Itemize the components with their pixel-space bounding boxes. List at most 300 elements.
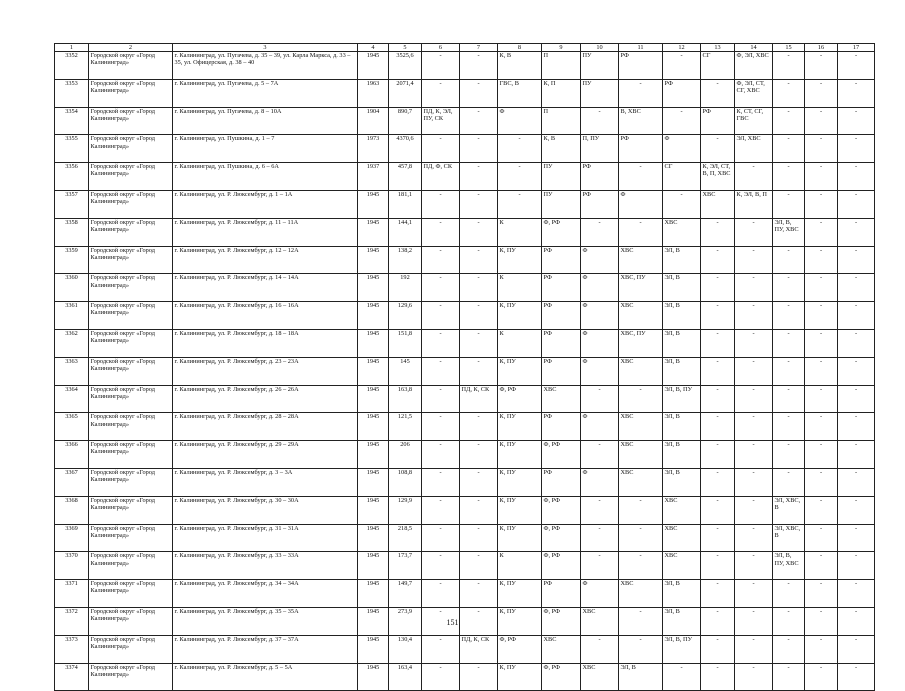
col-9-cell: РФ [542,357,581,385]
address-cell: г. Калининград, ул. Р. Люксембург, д. 18 – 18А [173,329,358,357]
table-row [55,135,875,163]
col-14-cell: - [735,218,773,246]
col-13-cell: - [701,135,735,163]
address-cell: г. Калининград, ул. Р. Люксембург, д. 30 – 30А [173,496,358,524]
col-13-cell: РФ [701,107,735,135]
row-number-cell: 3372 [55,607,89,635]
municipality-cell: Городской округ «Город Калининград» [89,190,173,218]
year-cell: 1945 [358,413,389,441]
col-8-cell: К, В [498,52,542,80]
col-6-cell: - [422,552,460,580]
municipality-cell: Городской округ «Город Калининград» [89,218,173,246]
col-9-cell: РФ [542,580,581,608]
col-13-cell: - [701,302,735,330]
col-11-cell: - [619,607,663,635]
col-7-cell: - [460,274,498,302]
col-6-cell: - [422,218,460,246]
col-11-cell: РФ [619,52,663,80]
col-11-cell: ХВС [619,468,663,496]
col-7-cell: - [460,107,498,135]
col-14-cell: - [735,274,773,302]
col-12-cell: ЭЛ, В, ПУ [663,385,701,413]
header-cell: 4 [358,44,389,52]
table-row [55,274,875,302]
year-cell: 1945 [358,580,389,608]
col-8-cell: К [498,218,542,246]
table-row [55,413,875,441]
col-10-cell: ХВС [581,607,619,635]
area-cell: 2071,4 [389,79,422,107]
municipality-cell: Городской округ «Город Калининград» [89,246,173,274]
data-table [54,43,875,691]
col-17-cell: - [838,663,875,691]
row-number-cell: 3355 [55,135,89,163]
area-cell: 149,7 [389,580,422,608]
col-10-cell: Ф [581,357,619,385]
year-cell: 1945 [358,329,389,357]
year-cell: 1904 [358,107,389,135]
col-8-cell: К, ПУ [498,468,542,496]
year-cell: 1945 [358,190,389,218]
col-15-cell: - [773,413,805,441]
year-cell: 1945 [358,524,389,552]
address-cell: г. Калининград, ул. Р. Люксембург, д. 37 – 37А [173,635,358,663]
col-15-cell: - [773,79,805,107]
col-11-cell: В, ХВС [619,107,663,135]
col-15-cell: - [773,163,805,191]
col-10-cell: - [581,385,619,413]
col-8-cell: К, ПУ [498,496,542,524]
col-6-cell: - [422,468,460,496]
col-17-cell: - [838,385,875,413]
col-14-cell: - [735,302,773,330]
col-17-cell: - [838,79,875,107]
area-cell: 130,4 [389,635,422,663]
col-12-cell: ЭЛ, В, ПУ [663,635,701,663]
address-cell: г. Калининград, ул. Р. Люксембург, д. 16 – 16А [173,302,358,330]
table-row [55,524,875,552]
col-9-cell: П [542,52,581,80]
col-11-cell: ХВС [619,441,663,469]
header-cell: 13 [701,44,735,52]
col-13-cell: - [701,413,735,441]
address-cell: г. Калининград, ул. Пушкина, д. 1 – 7 [173,135,358,163]
municipality-cell: Городской округ «Город Калининград» [89,607,173,635]
year-cell: 1945 [358,385,389,413]
col-17-cell: - [838,468,875,496]
col-10-cell: - [581,635,619,663]
col-12-cell: ЭЛ, В [663,607,701,635]
col-10-cell: - [581,441,619,469]
year-cell: 1945 [358,441,389,469]
col-16-cell: - [805,580,838,608]
address-cell: г. Калининград, ул. Р. Люксембург, д. 12 – 12А [173,246,358,274]
col-6-cell: - [422,302,460,330]
year-cell: 1945 [358,663,389,691]
col-9-cell: Ф, РФ [542,607,581,635]
col-17-cell: - [838,552,875,580]
row-number-cell: 3357 [55,190,89,218]
col-12-cell: ЭЛ, В [663,441,701,469]
col-13-cell: - [701,580,735,608]
area-cell: 173,7 [389,552,422,580]
col-15-cell: - [773,274,805,302]
municipality-cell: Городской округ «Город Калининград» [89,107,173,135]
year-cell: 1945 [358,302,389,330]
col-8-cell: К, ПУ [498,441,542,469]
col-6-cell: - [422,607,460,635]
col-10-cell: Ф [581,329,619,357]
col-17-cell: - [838,357,875,385]
year-cell: 1945 [358,635,389,663]
col-16-cell: - [805,218,838,246]
col-10-cell: Ф [581,274,619,302]
col-12-cell: ЭЛ, В [663,302,701,330]
col-12-cell: - [663,52,701,80]
col-9-cell: К, В [542,135,581,163]
municipality-cell: Городской округ «Город Калининград» [89,357,173,385]
table-row [55,635,875,663]
col-14-cell: - [735,246,773,274]
table-row [55,246,875,274]
header-cell: 5 [389,44,422,52]
col-17-cell: - [838,302,875,330]
col-15-cell: - [773,468,805,496]
col-17-cell: - [838,580,875,608]
municipality-cell: Городской округ «Город Калининград» [89,468,173,496]
row-number-cell: 3362 [55,329,89,357]
address-cell: г. Калининград, ул. Р. Люксембург, д. 23 – 23А [173,357,358,385]
col-10-cell: ХВС [581,663,619,691]
col-14-cell: Ф, ЭЛ, ХВС [735,52,773,80]
col-12-cell: - [663,190,701,218]
col-8-cell: К [498,552,542,580]
col-14-cell: - [735,329,773,357]
col-17-cell: - [838,163,875,191]
header-cell: 14 [735,44,773,52]
header-cell: 3 [173,44,358,52]
col-6-cell: - [422,52,460,80]
col-10-cell: Ф [581,246,619,274]
col-6-cell: - [422,246,460,274]
col-13-cell: - [701,79,735,107]
col-15-cell: - [773,190,805,218]
row-number-cell: 3365 [55,413,89,441]
table-row [55,441,875,469]
area-cell: 4370,6 [389,135,422,163]
col-13-cell: - [701,441,735,469]
col-16-cell: - [805,468,838,496]
col-6-cell: - [422,135,460,163]
col-13-cell: - [701,607,735,635]
col-13-cell: - [701,663,735,691]
header-cell: 12 [663,44,701,52]
col-11-cell: - [619,552,663,580]
col-6-cell: ПД, К, ЭЛ, ПУ, СК [422,107,460,135]
col-10-cell: ПУ [581,79,619,107]
col-6-cell: - [422,635,460,663]
col-8-cell: - [498,135,542,163]
col-10-cell: Ф [581,580,619,608]
address-cell: г. Калининград, ул. Пугачева, д. 5 – 7А [173,79,358,107]
col-11-cell: ХВС [619,357,663,385]
col-9-cell: РФ [542,329,581,357]
col-11-cell: - [619,496,663,524]
area-cell: 129,9 [389,496,422,524]
col-14-cell: - [735,663,773,691]
year-cell: 1945 [358,52,389,80]
col-17-cell: - [838,274,875,302]
municipality-cell: Городской округ «Город Калининград» [89,302,173,330]
address-cell: г. Калининград, ул. Р. Люксембург, д. 35 – 35А [173,607,358,635]
col-12-cell: - [663,107,701,135]
table-row [55,163,875,191]
col-8-cell: К, ПУ [498,357,542,385]
col-7-cell: - [460,607,498,635]
header-cell: 8 [498,44,542,52]
area-cell: 129,6 [389,302,422,330]
col-8-cell: К, ПУ [498,580,542,608]
col-8-cell: К, ПУ [498,246,542,274]
header-row [55,44,875,52]
table-row [55,79,875,107]
col-16-cell: - [805,246,838,274]
address-cell: г. Калининград, ул. Р. Люксембург, д. 33 – 33А [173,552,358,580]
address-cell: г. Калининград, ул. Р. Люксембург, д. 5 – 5А [173,663,358,691]
area-cell: 3525,6 [389,52,422,80]
row-number-cell: 3356 [55,163,89,191]
col-9-cell: РФ [542,468,581,496]
col-7-cell: ПД, К, СК [460,385,498,413]
col-9-cell: ХВС [542,385,581,413]
col-12-cell: ЭЛ, В [663,357,701,385]
municipality-cell: Городской округ «Город Калининград» [89,441,173,469]
col-8-cell: К, ПУ [498,663,542,691]
col-15-cell: - [773,357,805,385]
col-10-cell: - [581,552,619,580]
col-14-cell: Ф, ЭЛ, СТ, СГ, ХВС [735,79,773,107]
col-15-cell: ЭЛ, ХВС, В [773,496,805,524]
col-16-cell: - [805,190,838,218]
area-cell: 138,2 [389,246,422,274]
col-12-cell: ЭЛ, В [663,329,701,357]
col-17-cell: - [838,52,875,80]
col-6-cell: - [422,580,460,608]
year-cell: 1937 [358,163,389,191]
col-10-cell: Ф [581,302,619,330]
col-14-cell: - [735,441,773,469]
address-cell: г. Калининград, ул. Р. Люксембург, д. 34 – 34А [173,580,358,608]
area-cell: 145 [389,357,422,385]
row-number-cell: 3371 [55,580,89,608]
col-7-cell: - [460,468,498,496]
col-16-cell: - [805,135,838,163]
col-11-cell: - [619,385,663,413]
col-15-cell: - [773,302,805,330]
area-cell: 151,8 [389,329,422,357]
col-7-cell: - [460,302,498,330]
col-14-cell: - [735,468,773,496]
col-6-cell: - [422,385,460,413]
municipality-cell: Городской округ «Город Калининград» [89,329,173,357]
col-8-cell: К, ПУ [498,413,542,441]
municipality-cell: Городской округ «Город Калининград» [89,135,173,163]
col-12-cell: ЭЛ, В [663,274,701,302]
row-number-cell: 3363 [55,357,89,385]
municipality-cell: Городской округ «Город Калининград» [89,552,173,580]
col-13-cell: - [701,468,735,496]
header-cell: 16 [805,44,838,52]
col-16-cell: - [805,385,838,413]
col-11-cell: ХВС [619,302,663,330]
col-15-cell: ЭЛ, ХВС, В [773,524,805,552]
col-16-cell: - [805,357,838,385]
col-8-cell: К [498,329,542,357]
col-15-cell: ЭЛ, В, ПУ, ХВС [773,552,805,580]
col-8-cell: К, ПУ [498,302,542,330]
year-cell: 1945 [358,496,389,524]
address-cell: г. Калининград, ул. Р. Люксембург, д. 11 – 11А [173,218,358,246]
col-13-cell: - [701,274,735,302]
col-14-cell: - [735,357,773,385]
col-12-cell: ЭЛ, В [663,246,701,274]
table-row [55,552,875,580]
row-number-cell: 3370 [55,552,89,580]
table-row [55,52,875,80]
col-11-cell: - [619,163,663,191]
col-12-cell: ЭЛ, В [663,580,701,608]
col-10-cell: - [581,218,619,246]
header-cell: 17 [838,44,875,52]
col-12-cell: ХВС [663,496,701,524]
address-cell: г. Калининград, ул. Р. Люксембург, д. 29 – 29А [173,441,358,469]
col-15-cell: - [773,607,805,635]
col-7-cell: - [460,663,498,691]
col-16-cell: - [805,635,838,663]
col-9-cell: РФ [542,274,581,302]
col-7-cell: - [460,218,498,246]
col-11-cell: ХВС, ПУ [619,329,663,357]
area-cell: 181,1 [389,190,422,218]
year-cell: 1945 [358,552,389,580]
col-7-cell: - [460,135,498,163]
area-cell: 206 [389,441,422,469]
col-13-cell: - [701,357,735,385]
municipality-cell: Городской округ «Город Калининград» [89,274,173,302]
row-number-cell: 3366 [55,441,89,469]
area-cell: 121,5 [389,413,422,441]
col-14-cell: - [735,524,773,552]
area-cell: 457,8 [389,163,422,191]
col-10-cell: РФ [581,190,619,218]
municipality-cell: Городской округ «Город Калининград» [89,52,173,80]
col-12-cell: ЭЛ, В [663,468,701,496]
address-cell: г. Калининград, ул. Р. Люксембург, д. 1 – 1А [173,190,358,218]
col-16-cell: - [805,552,838,580]
col-15-cell: - [773,329,805,357]
col-15-cell: - [773,441,805,469]
col-6-cell: - [422,190,460,218]
col-6-cell: ПД, Ф, СК [422,163,460,191]
col-17-cell: - [838,635,875,663]
col-7-cell: - [460,52,498,80]
col-16-cell: - [805,107,838,135]
col-11-cell: - [619,218,663,246]
address-cell: г. Калининград, ул. Р. Люксембург, д. 3 – 3А [173,468,358,496]
col-7-cell: - [460,357,498,385]
col-11-cell: - [619,79,663,107]
col-6-cell: - [422,663,460,691]
col-17-cell: - [838,246,875,274]
col-8-cell: Ф [498,107,542,135]
col-15-cell: - [773,580,805,608]
col-16-cell: - [805,163,838,191]
col-12-cell: - [663,663,701,691]
year-cell: 1945 [358,468,389,496]
table-row [55,218,875,246]
area-cell: 890,7 [389,107,422,135]
municipality-cell: Городской округ «Город Калининград» [89,635,173,663]
area-cell: 163,4 [389,663,422,691]
year-cell: 1945 [358,607,389,635]
row-number-cell: 3373 [55,635,89,663]
year-cell: 1963 [358,79,389,107]
area-cell: 218,5 [389,524,422,552]
col-16-cell: - [805,52,838,80]
col-13-cell: - [701,329,735,357]
address-cell: г. Калининград, ул. Пугачева, д. 8 – 10А [173,107,358,135]
row-number-cell: 3354 [55,107,89,135]
col-14-cell: - [735,552,773,580]
header-cell: 9 [542,44,581,52]
col-12-cell: РФ [663,79,701,107]
col-10-cell: - [581,496,619,524]
row-number-cell: 3364 [55,385,89,413]
col-15-cell: - [773,135,805,163]
col-12-cell: СГ [663,163,701,191]
municipality-cell: Городской округ «Город Калининград» [89,79,173,107]
col-11-cell: РФ [619,135,663,163]
col-6-cell: - [422,524,460,552]
municipality-cell: Городской округ «Город Калининград» [89,663,173,691]
table-row [55,190,875,218]
page-number: 151 [446,618,459,627]
col-13-cell: ХВС [701,190,735,218]
col-12-cell: ХВС [663,552,701,580]
row-number-cell: 3368 [55,496,89,524]
header-cell: 6 [422,44,460,52]
col-8-cell: ГВС, В [498,79,542,107]
col-6-cell: - [422,79,460,107]
address-cell: г. Калининград, ул. Р. Люксембург, д. 28 – 28А [173,413,358,441]
table-row [55,496,875,524]
row-number-cell: 3367 [55,468,89,496]
municipality-cell: Городской округ «Город Калининград» [89,413,173,441]
col-10-cell: Ф [581,413,619,441]
col-11-cell: ХВС [619,580,663,608]
col-17-cell: - [838,107,875,135]
col-9-cell: Ф, РФ [542,552,581,580]
col-11-cell: ЭЛ, В [619,663,663,691]
col-13-cell: СГ [701,52,735,80]
area-cell: 163,8 [389,385,422,413]
col-14-cell: - [735,413,773,441]
address-cell: г. Калининград, ул. Пугачева, д. 35 – 39, ул. Карла Маркса, д. 33 – 35, ул. Офицерская, д. 38 – 40 [173,52,358,80]
area-cell: 192 [389,274,422,302]
col-15-cell: - [773,385,805,413]
row-number-cell: 3359 [55,246,89,274]
header-cell: 10 [581,44,619,52]
